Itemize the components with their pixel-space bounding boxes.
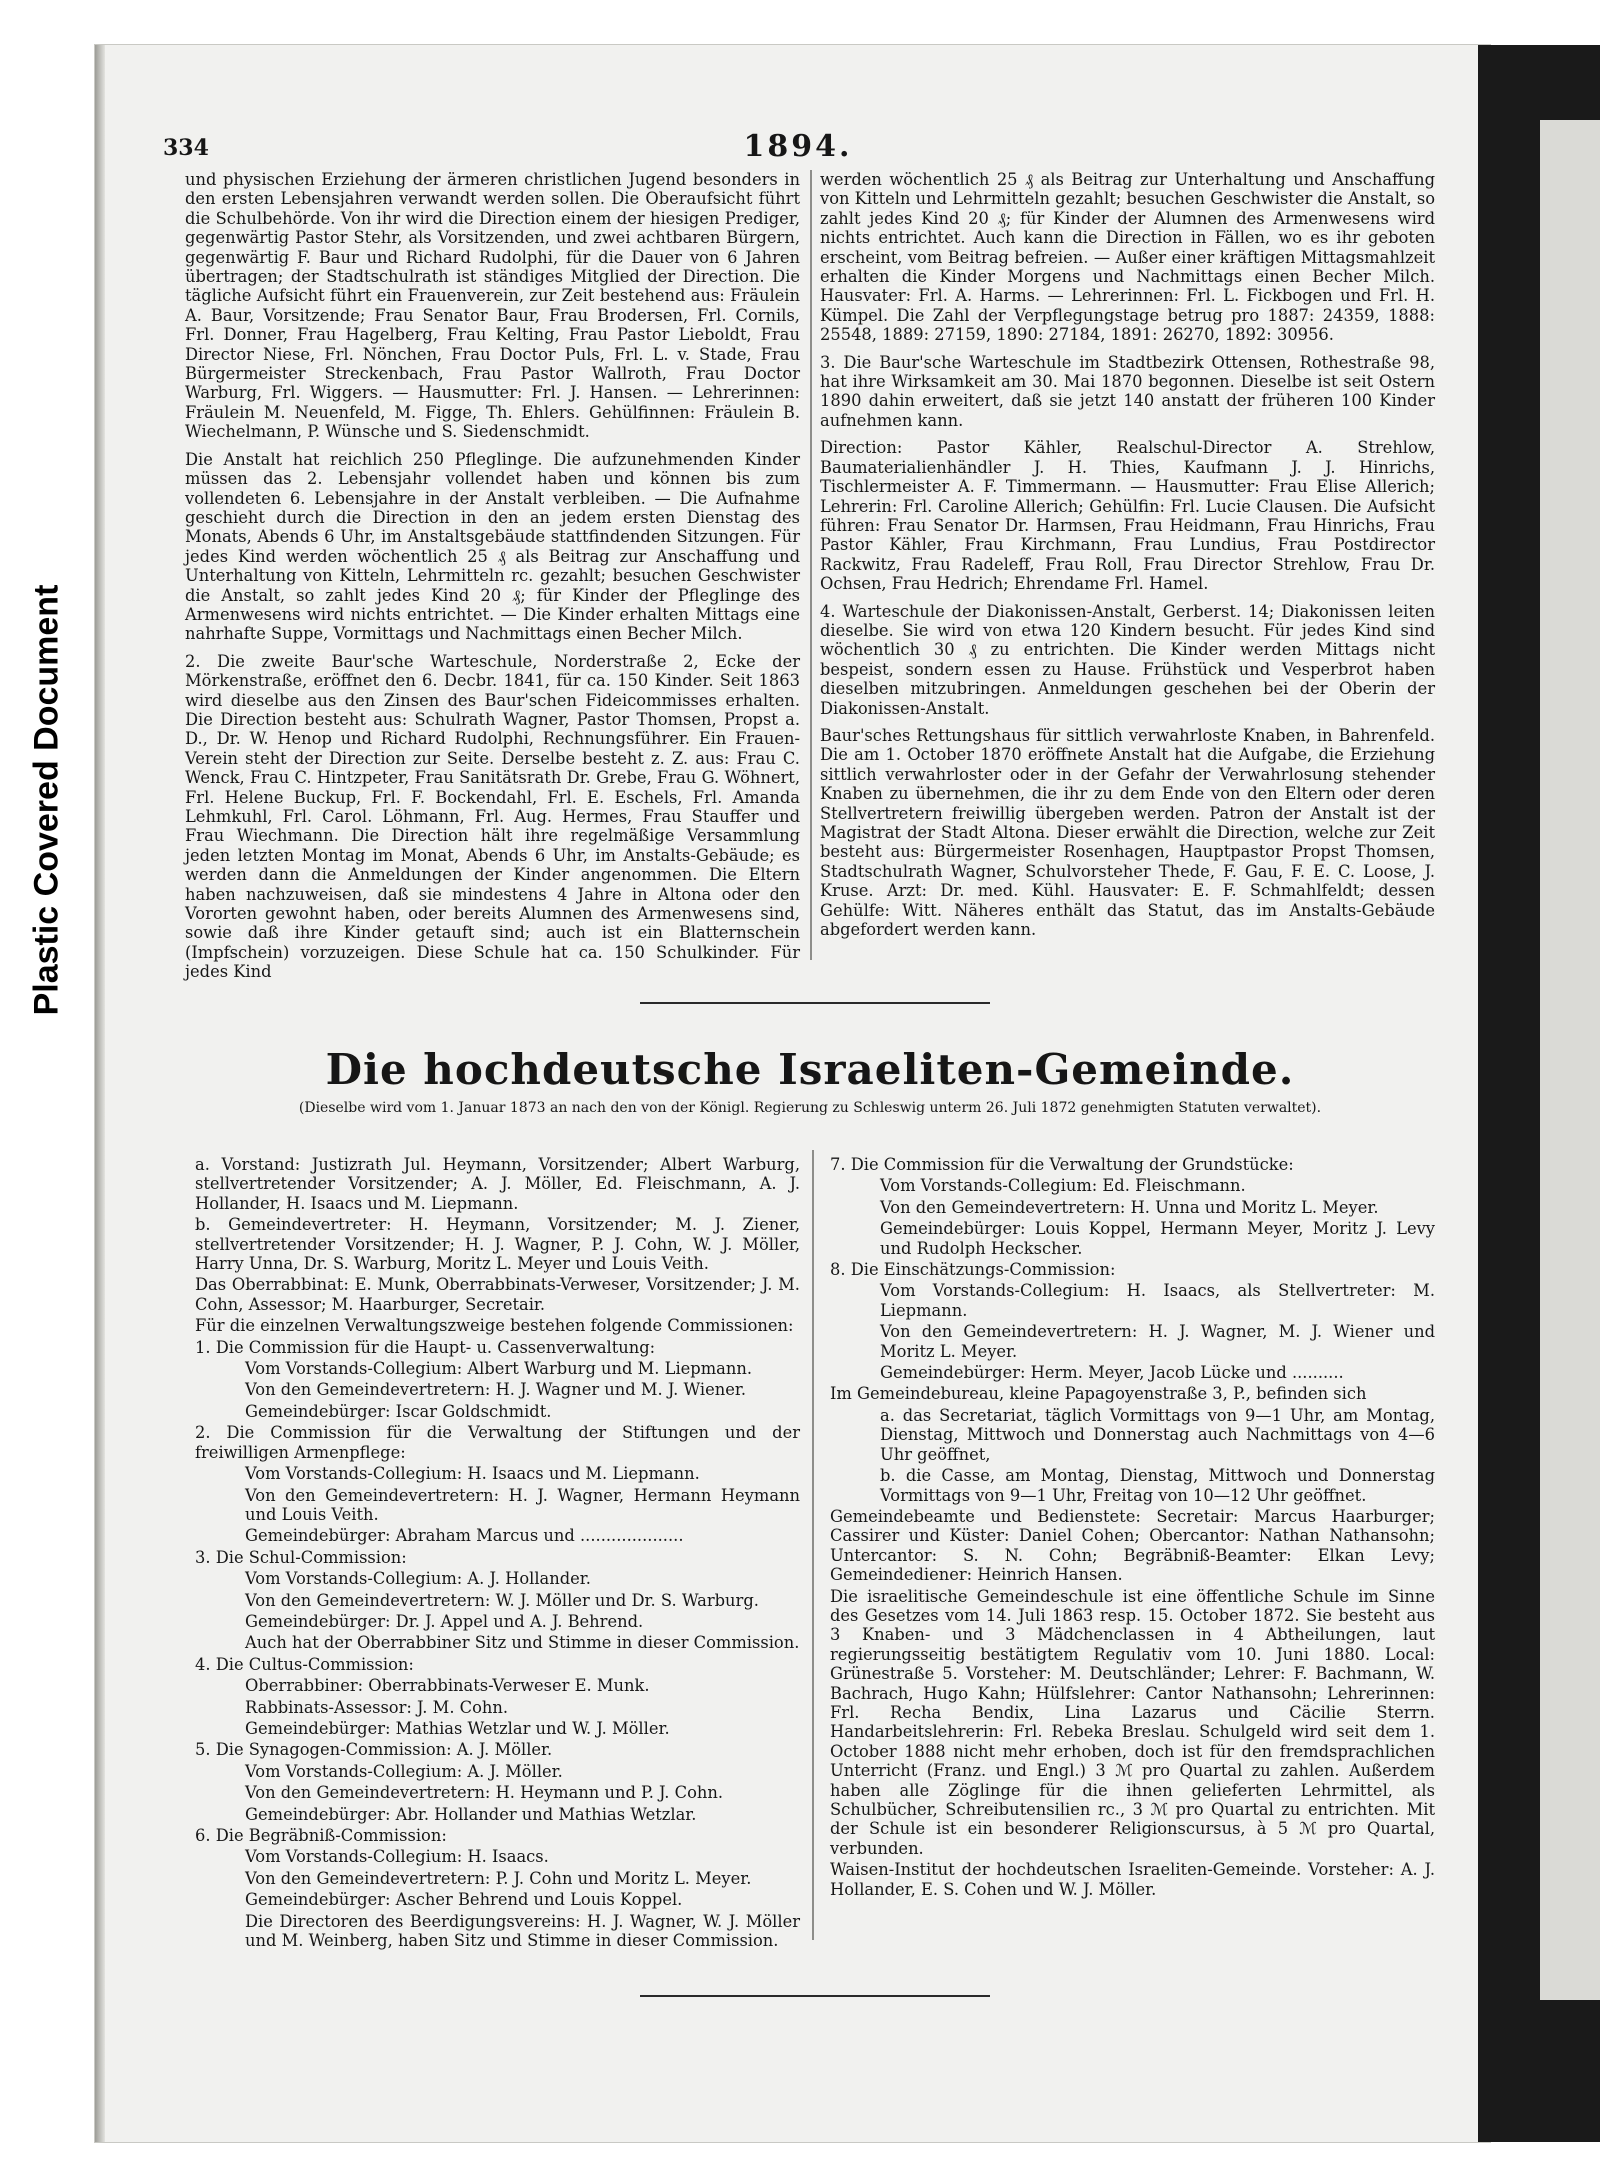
- list-item: Die Directoren des Beerdigungsvereins: H. J. Wagner, W. J. Möller und M. Weinberg, haben Sitz und Stimme in dieser Commission.: [245, 1911, 800, 1951]
- list-item: Oberrabbiner: Oberrabbinats-Verweser E. Munk.: [245, 1676, 650, 1696]
- commission-heading: 8. Die Einschätzungs-Commission:: [830, 1260, 1116, 1280]
- paragraph: Im Gemeindebureau, kleine Papagoyenstraße 3, P., befinden sich: [830, 1384, 1367, 1404]
- section-end-rule: [640, 1995, 990, 1997]
- commission-heading: 6. Die Begräbniß-Commission:: [195, 1826, 447, 1845]
- paragraph: und physischen Erziehung der ärmeren christlichen Jugend besonders in den ersten Lebensjahren verwandt werden sollen. Die Oberaufsicht führt die Schulbehörde. Von ihr wird die Direction einem der hiesigen Prediger, gegenwärtig Pastor Stehr, als Vorsitzenden, und zwei achtbaren Bürgern, gegenwärtig F. Baur und Richard Rudolphi, für die Dauer von 6 Jahren übertragen; der Stadtschulrath ist ständiges Mitglied der Direction. Die tägliche Aufsicht führt ein Frauenverein, zur Zeit bestehend aus: Fräulein A. Baur, Vorsitzende; Frau Senator Baur, Frau Brodersen, Frl. Cornils, Frl. Donner, Frau Hagelberg, Frau Kelting, Frau Pastor Lieboldt, Frau Director Niese, Frl. Nönchen, Frau Doctor Puls, Frl. L. v. Stade, Frau Bürgermeister Streckenbach, Frau Pastor Wallroth, Frau Doctor Warburg, Frl. Wiggers. — Hausmutter: Frl. J. Hansen. — Lehrerinnen: Fräulein M. Neuenfeld, M. Figge, Th. Ehlers. Gehülfinnen: Fräulein B. Wiechelmann, P. Wünsche und S. Siedenschmidt.: [185, 170, 800, 442]
- list-item: Vom Vorstands-Collegium: A. J. Hollander.: [245, 1569, 591, 1589]
- commission-heading: 4. Die Cultus-Commission:: [195, 1654, 414, 1674]
- paragraph: Die Anstalt hat reichlich 250 Pfleglinge. Die aufzunehmenden Kinder müssen das 2. Lebensjahr vollendet haben und können bis zum vollendeten 6. Lebensjahre in der Anstalt verbleiben. — Die Aufnahme geschieht durch die Direction in den an jedem ersten Dienstag des Monats, Abends 6 Uhr, im Anstaltsgebäude stattfindenden Sitzungen. Für jedes Kind werden wöchentlich 25 ₰ als Beitrag zur Anschaffung und Unterhaltung von Kitteln, Lehrmitteln rc. gezahlt; besuchen Geschwister die Anstalt, so zahlt jedes Kind 20 ₰; für Kinder der Pfleglinge des Armenwesens wird nichts entrichtet. — Die Kinder erhalten Mittags eine nahrhafte Suppe, Vormittags und Nachmittags einen Becher Milch.: [185, 449, 800, 644]
- paragraph: Die israelitische Gemeindeschule ist eine öffentliche Schule im Sinne des Gesetzes vom 14. Juli 1863 resp. 15. October 1872. Sie besteht aus 3 Knaben- und 3 Mädchenclassen in 4 Abtheilungen, laut regierungsseitig bestätigtem Regulativ vom 10. Juni 1880. Local: Grünestraße 5. Vorsteher: M. Deutschländer; Lehrer: F. Bachmann, W. Bachrach, Hugo Kahn; Hülfslehrer: Cantor Nathansohn; Lehrerinnen: Frl. Recha Bendix, Lina Lazarus und Cäcilie Sterrn. Handarbeitslehrerin: Frl. Rebeka Breslau. Schulgeld wird seit dem 1. October 1888 nicht mehr erhoben, doch ist für den fremdsprachlichen Unterricht (Franz. und Engl.) 3 ℳ pro Quartal zu zahlen. Außerdem haben alle Zöglinge für die ihnen gelieferten Lehrmittel, als Schulbücher, Schreibutensilien rc., 3 ℳ pro Quartal zu entrichten. Mit der Schule ist ein besonderer Religionscursus, à 5 ℳ pro Quartal, verbunden.: [830, 1586, 1435, 1858]
- adjacent-page-edge: [1540, 120, 1600, 2000]
- list-item: Von den Gemeindevertretern: H. Heymann und P. J. Cohn.: [245, 1783, 724, 1803]
- list-item: Von den Gemeindevertretern: W. J. Möller und Dr. S. Warburg.: [245, 1590, 759, 1610]
- column-left-top: [185, 170, 800, 990]
- commission-heading: 5. Die Synagogen-Commission: A. J. Möller.: [195, 1740, 553, 1760]
- paragraph: Das Oberrabbinat: E. Munk, Oberrabbinats-Verweser, Vorsitzender; J. M. Cohn, Assessor; M. Haarburger, Secretair.: [195, 1275, 800, 1314]
- column-divider: [812, 1150, 814, 1940]
- commission-heading: 7. Die Commission für die Verwaltung der Grundstücke:: [830, 1155, 1294, 1174]
- section-rule: [640, 1002, 990, 1004]
- page-year-heading: 1894.: [743, 129, 853, 164]
- paragraph: 3. Die Baur'sche Warteschule im Stadtbezirk Ottensen, Rothestraße 98, hat ihre Wirksamkeit am 30. Mai 1870 begonnen. Dieselbe ist seit Ostern 1890 dahin erweitert, daß sie jetzt 140 anstatt der früheren 100 Kinder aufnehmen kann.: [820, 352, 1435, 430]
- paragraph: a. Vorstand: Justizrath Jul. Heymann, Vorsitzender; Albert Warburg, stellvertretender Vorsitzender; A. J. Möller, Ed. Fleischmann, A. J. Hollander, H. Isaacs und M. Liepmann.: [195, 1155, 800, 1213]
- list-item: Rabbinats-Assessor: J. M. Cohn.: [245, 1697, 509, 1717]
- list-item: Von den Gemeindevertretern: H. J. Wagner und M. J. Wiener.: [245, 1380, 747, 1400]
- list-item: Gemeindebürger: Louis Koppel, Hermann Meyer, Moritz J. Levy und Rudolph Heckscher.: [880, 1219, 1435, 1258]
- page-header: [163, 129, 1433, 175]
- list-item: Von den Gemeindevertretern: H. J. Wagner, Hermann Heymann und Louis Veith.: [245, 1485, 800, 1524]
- list-item: Vom Vorstands-Collegium: H. Isaacs.: [245, 1847, 549, 1867]
- list-item: a. das Secretariat, täglich Vormittags von 9—1 Uhr, am Montag, Dienstag, Mittwoch und Donnerstag auch Nachmittags von 4—6 Uhr geöffnet,: [880, 1405, 1435, 1464]
- paragraph: Direction: Pastor Kähler, Realschul-Director A. Strehlow, Baumaterialienhändler J. H. Thies, Kaufmann J. J. Hinrichs, Tischlermeister A. F. Timmermann. — Hausmutter: Frau Elise Allerich; Lehrerin: Frl. Caroline Allerich; Gehülfin: Frl. Lucie Clausen. Die Aufsicht führen: Frau Senator Dr. Harmsen, Frau Heidmann, Frau Hinrichs, Frau Pastor Kähler, Frau Kirchmann, Frau Lundius, Frau Postdirector Rackwitz, Frau Radeleff, Frau Roll, Frau Director Strehlow, Frau Dr. Ochsen, Frau Hedrich; Ehrendame Frl. Hamel.: [820, 438, 1435, 594]
- list-item: Gemeindebürger: Mathias Wetzlar und W. J. Möller.: [245, 1718, 670, 1738]
- paragraph: b. Gemeindevertreter: H. Heymann, Vorsitzender; M. J. Ziener, stellvertretender Vorsitzender; H. J. Wagner, P. J. Cohn, W. J. Möller, Harry Unna, Dr. S. Warburg, Moritz L. Meyer und Louis Veith.: [195, 1215, 800, 1274]
- paragraph: 2. Die zweite Baur'sche Warteschule, Norderstraße 2, Ecke der Mörkenstraße, eröffnet den 6. Decbr. 1841, für ca. 150 Kinder. Seit 1863 wird dieselbe aus den Zinsen des Baur'schen Fideicommisses erhalten. Die Direction besteht aus: Schulrath Wagner, Pastor Thomsen, Propst a. D., Dr. W. Henop und Richard Rudolphi, Rechnungsführer. Ein Frauen-Verein steht der Direction zur Seite. Derselbe besteht z. Z. aus: Frau C. Wenck, Frau C. Hintzpeter, Frau Sanitätsrath Dr. Grebe, Frau G. Wöhnert, Frl. Helene Buckup, Frl. F. Bockendahl, Frl. E. Eschels, Frl. Amanda Lehmkuhl, Frl. Carol. Löhmann, Frl. Aug. Hermes, Frau Stauffer und Frau Wiechmann. Die Direction hält ihre regelmäßige Versammlung jeden letzten Montag im Monat, Abends 6 Uhr, im Anstalts-Gebäude; es werden dann die Anmeldungen der Kinder angenommen. Die Eltern haben nachzuweisen, daß sie mindestens 4 Jahre in Altona oder den Vororten gewohnt haben, oder bereits Alumnen des Armenwesens sind, sowie daß ihre Kinder getauft sind; auch ist ein Blatternschein (Impfschein) vorzuzeigen. Diese Schule hat ca. 150 Schulkinder. Für jedes Kind: [185, 651, 800, 982]
- list-item: Auch hat der Oberrabbiner Sitz und Stimme in dieser Commission.: [245, 1633, 800, 1653]
- list-item: Gemeindebürger: Abraham Marcus und ....................: [245, 1526, 684, 1546]
- commission-heading: 3. Die Schul-Commission:: [195, 1547, 407, 1567]
- section-title: Die hochdeutsche Israeliten-Gemeinde.: [325, 1045, 1295, 1094]
- paragraph: 4. Warteschule der Diakonissen-Anstalt, Gerberst. 14; Diakonissen leiten dieselbe. Sie wird von etwa 120 Kindern besucht. Für jedes Kind sind wöchentlich 30 ₰ zu entrichten. Die Kinder werden Mittags nicht bespeist, sondern essen zu Hause. Frühstück und Vesperbrot haben dieselben mitzubringen. Anmeldungen geschehen bei der Oberin der Diakonissen-Anstalt.: [820, 601, 1435, 718]
- list-item: Gemeindebürger: Iscar Goldschmidt.: [245, 1401, 552, 1421]
- paragraph: Baur'sches Rettungshaus für sittlich verwahrloste Knaben, in Bahrenfeld. Die am 1. October 1870 eröffnete Anstalt hat die Aufgabe, die Erziehung sittlich verwahrloster oder in der Gefahr der Verwahrlosung stehender Knaben zu übernehmen, die ihr zu dem Ende von den Eltern oder deren Stellvertretern freiwillig übergeben werden. Patron der Anstalt ist der Magistrat der Stadt Altona. Dieser erwählt die Direction, welche zur Zeit besteht aus: Bürgermeister Rosenhagen, Hauptpastor Propst Thomsen, Stadtschulrath Wagner, Schulvorsteher Thede, F. Gau, F. E. C. Loose, J. Kruse. Arzt: Dr. med. Kühl. Hausvater: E. F. Schmahlfeldt; dessen Gehülfe: Witt. Näheres enthält das Statut, das im Anstalts-Gebäude abgefordert werden kann.: [820, 725, 1435, 940]
- list-item: Von den Gemeindevertretern: P. J. Cohn und Moritz L. Meyer.: [245, 1868, 752, 1888]
- page-number: 334: [163, 135, 209, 161]
- commission-heading: 1. Die Commission für die Haupt- u. Cassenverwaltung:: [195, 1337, 656, 1357]
- column-right-top: [820, 170, 1435, 947]
- list-item: Vom Vorstands-Collegium: A. J. Möller.: [245, 1761, 563, 1781]
- list-item: Gemeindebürger: Dr. J. Appel und A. J. Behrend.: [245, 1611, 644, 1631]
- list-item: Von den Gemeindevertretern: H. Unna und Moritz L. Meyer.: [880, 1197, 1379, 1217]
- paragraph: werden wöchentlich 25 ₰ als Beitrag zur Unterhaltung und Anschaffung von Kitteln und Lehrmitteln gezahlt; besuchen Geschwister die Anstalt, so zahlt jedes Kind 20 ₰; für Kinder der Alumnen des Armenwesens wird nichts entrichtet. Auch kann die Direction in Fällen, wo es ihr geboten erscheint, vom Beitrag befreien. — Außer einer kräftigen Mittagsmahlzeit erhalten die Kinder Morgens und Nachmittags einen Becher Milch. Hausvater: Frl. A. Harms. — Lehrerinnen: Frl. L. Fickbogen und Frl. H. Kümpel. Die Zahl der Verpflegungstage betrug pro 1887: 24359, 1888: 25548, 1889: 27159, 1890: 27184, 1891: 26270, 1892: 30956.: [820, 170, 1435, 345]
- list-item: Gemeindebürger: Herm. Meyer, Jacob Lücke und ..........: [880, 1363, 1344, 1383]
- paragraph: Für die einzelnen Verwaltungszweige bestehen folgende Commissionen:: [195, 1316, 794, 1336]
- column-right-bottom: [830, 1155, 1435, 1901]
- column-divider: [810, 170, 812, 960]
- page-binding-edge: [95, 45, 105, 2142]
- column-left-bottom: [195, 1155, 800, 1952]
- list-item: Gemeindebürger: Abr. Hollander und Mathias Wetzlar.: [245, 1804, 697, 1824]
- list-item: Von den Gemeindevertretern: H. J. Wagner, M. J. Wiener und Moritz L. Meyer.: [880, 1322, 1435, 1361]
- commission-heading: 2. Die Commission für die Verwaltung der Stiftungen und der freiwilligen Armenpflege:: [195, 1423, 800, 1462]
- section-subtitle: (Dieselbe wird vom 1. Januar 1873 an nach den von der Königl. Regierung zu Schleswig unterm 26. Juli 1872 genehmigten Statuten verwaltet).: [298, 1100, 1322, 1116]
- list-item: Gemeindebürger: Ascher Behrend und Louis Koppel.: [245, 1890, 683, 1910]
- paragraph: Gemeindebeamte und Bedienstete: Secretair: Marcus Haarburger; Cassirer und Küster: Daniel Cohen; Obercantor: Nathan Nathansohn; Untercantor: S. N. Cohn; Begräbniß-Beamter: Elkan Levy; Gemeindediener: Heinrich Hansen.: [830, 1506, 1435, 1585]
- paragraph: Waisen-Institut der hochdeutschen Israeliten-Gemeinde. Vorsteher: A. J. Hollander, E. S. Cohen und W. J. Möller.: [830, 1860, 1435, 1899]
- list-item: Vom Vorstands-Collegium: H. Isaacs und M. Liepmann.: [245, 1464, 700, 1484]
- list-item: Vom Vorstands-Collegium: H. Isaacs, als Stellvertreter: M. Liepmann.: [880, 1281, 1435, 1320]
- list-item: Vom Vorstands-Collegium: Ed. Fleischmann.: [880, 1176, 1246, 1196]
- side-label: Plastic Covered Document: [27, 584, 66, 1016]
- list-item: b. die Casse, am Montag, Dienstag, Mittwoch und Donnerstag Vormittags von 9—1 Uhr, Freitag von 10—12 Uhr geöffnet.: [880, 1466, 1435, 1505]
- list-item: Vom Vorstands-Collegium: Albert Warburg und M. Liepmann.: [245, 1359, 752, 1379]
